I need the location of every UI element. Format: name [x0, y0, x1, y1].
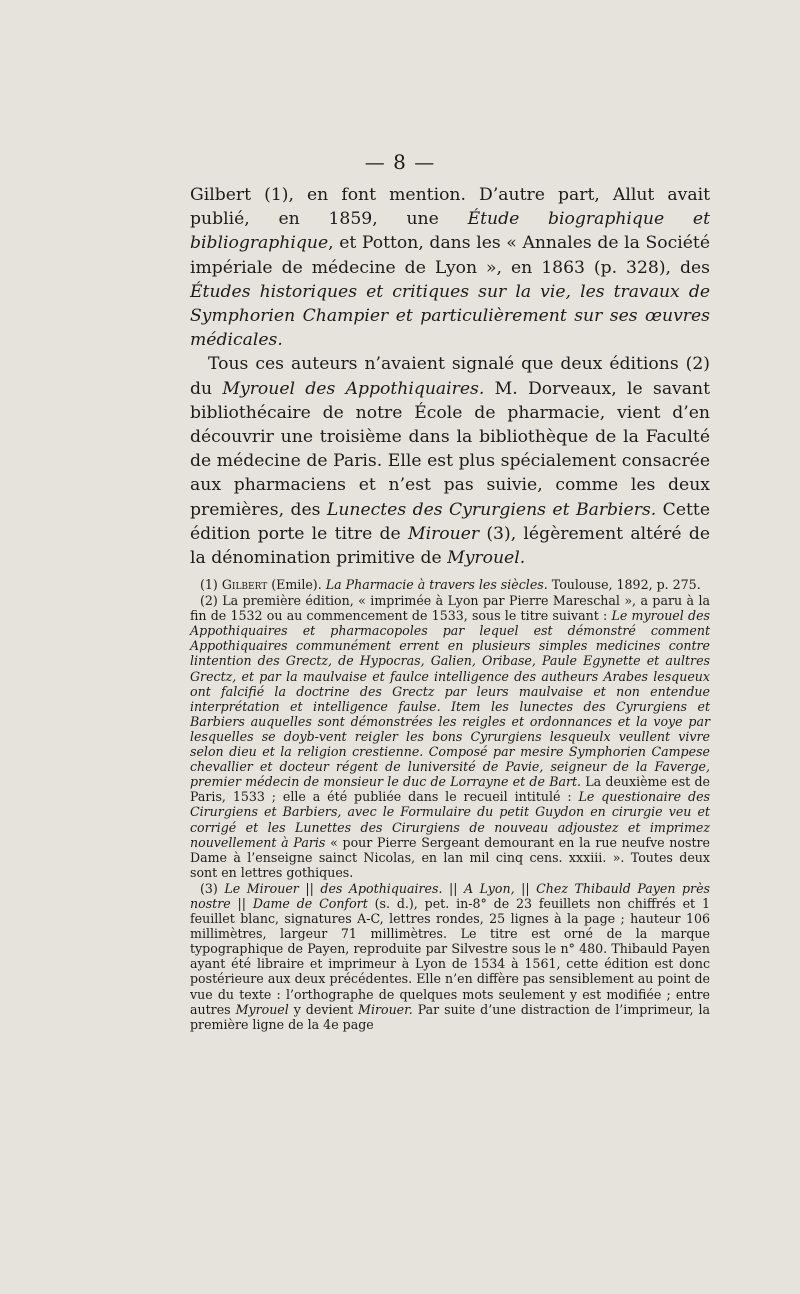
title-run: Myrouel	[235, 1001, 289, 1017]
footnote-3	[190, 881, 710, 1032]
text-run: (3), légèrement altéré de la dénomination primitive de	[190, 523, 710, 569]
page-number: — 8 —	[364, 150, 436, 174]
text-run: (2) La première édition, « imprimée à Lyon par Pierre Mareschal », a paru à la fin de 1532 ou au commencement de 1533, sous le titre suivant :	[190, 593, 710, 624]
text-run: (s. d.), pet. in-8° de 23 feuillets non chiffrés et 1 feuillet blanc, signatures A-C, lettres rondes, 25 lignes à la page ; hauteur 106 millimètres, largeur 71 millimètres. Le titre est orné de la marque typographique de Payen, reproduite par Silvestre sous le n° 480. Thibauld Payen ayant été libraire et imprimeur à Lyon de 1534 à 1561, cette édition est donc postérieure aux deux précédentes. Elle n’en diffère pas sensiblement au point de vue du texte : l’orthographe de quelques mots seulement y est modifiée ; entre autres	[190, 895, 710, 1017]
text-run: , et Potton, dans les « Annales de la Société impériale de médecine de Lyon », en 1863 (p. 328), des	[190, 233, 710, 278]
text-run: M. Dorveaux, le savant bibliothécaire de notre École de pharmacie, vient d’en découvrir une troisième dans la bibliothèque de la Faculté de médecine de Paris. Elle est plus spécialement consacrée aux pharmaciens et n’est pas suivie, comme les deux premières, des	[190, 378, 710, 520]
footnote-1	[190, 577, 710, 592]
text-run: Gilbert (1), en font mention. D’autre part, Allut avait publié, en 1859, une	[190, 185, 710, 230]
footnote-2	[190, 593, 710, 880]
text-run: Toulouse, 1892, p. 275.	[547, 577, 701, 592]
text-run: y devient	[288, 1001, 359, 1017]
footnote-marker: (1)	[200, 577, 222, 592]
paragraph-1	[190, 183, 710, 352]
text-run: Cette édition porte le titre de	[190, 499, 710, 544]
text-run: La deuxième est de Paris, 1533 ; elle a été publiée dans le recueil intitulé :	[190, 774, 710, 805]
text-run: Tous ces auteurs n’avaient signalé que deux éditions (2) du	[190, 354, 710, 399]
title-run: Le questionaire des Cirurgiens et Barbiers, avec le Formulaire du petit Guydon en cirurgie veu et corrigé et les Lunettes des Cirurgiens de nouveau adjoustez et imprimez nouvellement à Paris	[190, 789, 710, 850]
title-run: Le Mirouer || des Apothiquaires. || A Lyon, || Chez Thibauld Payen près nostre || Dame de Confort	[190, 880, 710, 911]
text-run: (Emile).	[267, 577, 326, 592]
title-run: Mirouer	[407, 523, 480, 544]
title-run: Études historiques et critiques sur la vie, les travaux de Symphorien Champier et particulièrement sur ses œuvres médicales.	[190, 281, 710, 351]
title-run: Mirouer.	[358, 1001, 413, 1017]
main-text	[190, 183, 710, 570]
title-run: Myrouel des Appothiquaires.	[222, 378, 485, 399]
footnotes	[190, 577, 710, 1032]
title-run: Myrouel.	[447, 548, 526, 569]
text-run: « pour Pierre Sergeant demourant en la rue neufve nostre Dame à l’enseigne sainct Nicolas, en lan mil cinq cens. xxxiii. ». Toutes deux sont en lettres gothiques.	[190, 834, 710, 880]
text-run: Par suite d’une distraction de l’imprimeur, la première ligne de la 4e page	[190, 1001, 710, 1032]
title-run: Lunectes des Cyrurgiens et Barbiers.	[326, 499, 657, 520]
title-run: Le myrouel des Appothiquaires et pharmacopoles par lequel est démonstré comment Appothiquaires communément errent en plusieurs simples medicines contre lintention des Grectz, de Hypocras, Galien, Oribase, Paule Egynette et aultres Grectz, et par la maulvaise et faulce intelligence des autheurs Arabes lesqueux ont falcifié la doctrine des Grectz par leurs maulvaise et non entendue interprétation et intelligence faulse. Item les lunectes des Cyrurgiens et Barbiers auquelles sont démonstrées les reigles et ordonnances et la voye par lesquelles se doyb-vent reigler les bons Cyrurgiens lesqueulx veullent vivre selon dieu et la religion crestienne. Composé par mesire Symphorien Campese chevallier et docteur régent de luniversité de Pavie, seigneur de la Faverge, premier médecin de monsieur le duc de Lorrayne et de Bart.	[190, 608, 710, 790]
text-run: (3)	[200, 880, 225, 896]
title-run: Étude biographique et bibliographique	[190, 209, 711, 254]
paragraph-2	[190, 352, 710, 570]
author-name: Gilbert	[221, 577, 268, 592]
title-run: La Pharmacie à travers les siècles.	[325, 577, 548, 592]
